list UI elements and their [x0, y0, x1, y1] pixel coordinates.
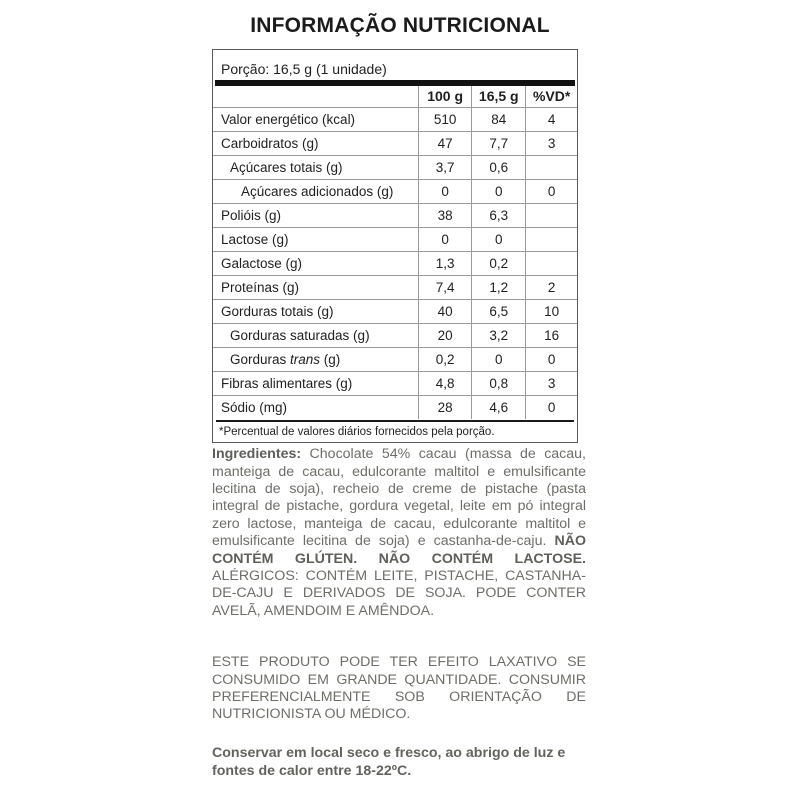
header-vd: %VD*	[526, 86, 577, 108]
value-per-portion: 6,3	[472, 204, 526, 228]
header-per-portion: 16,5 g	[472, 86, 526, 108]
value-percent-vd: 0	[526, 396, 577, 420]
table-row	[213, 180, 577, 204]
value-per-100g: 38	[419, 204, 472, 228]
value-per-100g: 47	[419, 132, 472, 156]
nutrient-name-italic: trans	[290, 351, 321, 367]
value-per-portion: 0,2	[472, 252, 526, 276]
table-row	[213, 396, 577, 420]
nutrition-table-body	[213, 50, 577, 442]
value-per-100g: 40	[419, 300, 472, 324]
value-per-portion: 0,8	[472, 372, 526, 396]
portion-row	[213, 50, 577, 80]
value-per-portion: 0,6	[472, 156, 526, 180]
value-per-portion: 0	[472, 228, 526, 252]
nutrient-name: Proteínas (g)	[213, 276, 419, 300]
portion-text: Porção: 16,5 g (1 unidade)	[221, 61, 387, 77]
table-row	[213, 300, 577, 324]
nutrient-name: Valor energético (kcal)	[213, 108, 419, 132]
table-row	[213, 132, 577, 156]
storage-instructions: Conservar em local seco e fresco, ao abrigo de luz e fontes de calor entre 18-22ºC.	[212, 745, 566, 779]
laxative-warning-paragraph: ESTE PRODUTO PODE TER EFEITO LAXATIVO SE CONSUMIDO EM GRANDE QUANTIDADE. CONSUMIR PREFERENCIALMENTE SOB ORIENTAÇÃO DE NUTRICIONISTA OU MÉDICO.	[212, 654, 586, 723]
value-per-100g: 0,2	[419, 348, 472, 372]
nutrient-name: Gorduras trans (g)	[213, 348, 419, 372]
value-per-100g: 1,3	[419, 252, 472, 276]
table-row	[213, 372, 577, 396]
footnote-row	[213, 423, 577, 442]
ingredients-paragraph	[212, 446, 586, 620]
table-row	[213, 276, 577, 300]
table-row	[213, 204, 577, 228]
value-percent-vd: 3	[526, 372, 577, 396]
table-row	[213, 252, 577, 276]
nutrient-name: Gorduras saturadas (g)	[213, 324, 419, 348]
nutrition-table	[213, 50, 577, 442]
value-percent-vd: 10	[526, 300, 577, 324]
value-per-portion: 4,6	[472, 396, 526, 420]
table-header-row	[213, 86, 577, 108]
value-per-portion: 3,2	[472, 324, 526, 348]
nutrient-name: Açúcares totais (g)	[213, 156, 419, 180]
value-per-portion: 6,5	[472, 300, 526, 324]
nutrient-name: Gorduras totais (g)	[213, 300, 419, 324]
value-per-100g: 0	[419, 180, 472, 204]
value-per-100g: 28	[419, 396, 472, 420]
value-percent-vd: 3	[526, 132, 577, 156]
header-nutrient	[213, 86, 419, 108]
value-percent-vd	[526, 204, 577, 228]
nutrient-name: Fibras alimentares (g)	[213, 372, 419, 396]
value-percent-vd	[526, 228, 577, 252]
value-percent-vd	[526, 252, 577, 276]
allergen-text: ALÉRGICOS: CONTÉM LEITE, PISTACHE, CASTANHA-DE-CAJU E DERIVADOS DE SOJA. PODE CONTER AVELÃ, AMENDOIM E AMÊNDOA.	[212, 568, 586, 619]
value-percent-vd: 0	[526, 180, 577, 204]
value-per-100g: 4,8	[419, 372, 472, 396]
value-percent-vd: 2	[526, 276, 577, 300]
ingredients-label: Ingredientes:	[212, 446, 302, 463]
value-per-portion: 7,7	[472, 132, 526, 156]
value-percent-vd: 4	[526, 108, 577, 132]
nutrient-name: Galactose (g)	[213, 252, 419, 276]
value-per-portion: 1,2	[472, 276, 526, 300]
value-per-100g: 20	[419, 324, 472, 348]
value-percent-vd	[526, 156, 577, 180]
table-row	[213, 228, 577, 252]
value-percent-vd: 0	[526, 348, 577, 372]
value-percent-vd: 16	[526, 324, 577, 348]
table-row	[213, 348, 577, 372]
footnote-text: *Percentual de valores diários fornecidos pela porção.	[219, 426, 495, 438]
value-per-portion: 0	[472, 180, 526, 204]
nutrient-name: Sódio (mg)	[221, 399, 288, 415]
value-per-100g: 0	[419, 228, 472, 252]
table-row	[213, 324, 577, 348]
value-per-portion: 84	[472, 108, 526, 132]
value-per-100g: 3,7	[419, 156, 472, 180]
table-row	[213, 108, 577, 132]
value-per-portion: 0	[472, 348, 526, 372]
free-from-claims: NÃO CONTÉM GLÚTEN. NÃO CONTÉM LACTOSE.	[212, 533, 586, 567]
value-per-100g: 7,4	[419, 276, 472, 300]
footnote-divider	[216, 420, 574, 422]
table-row	[213, 156, 577, 180]
nutrient-name: Açúcares adicionados (g)	[213, 180, 419, 204]
ingredients-text: Chocolate 54% cacau (massa de cacau, manteiga de cacau, edulcorante maltitol e emulsificante lecitina de soja), recheio de creme de pistache (pasta integral de pistache, gordura vegetal, leite em pó integral zero lactose, manteiga de cacau, edulcorante maltitol e emulsificante lecitina de soja) e castanha-de-caju.	[212, 446, 586, 550]
nutrient-name: Polióis (g)	[213, 204, 419, 228]
nutrition-facts-table	[212, 49, 578, 443]
nutrient-name: Carboidratos (g)	[213, 132, 419, 156]
value-per-100g: 510	[419, 108, 472, 132]
header-per-100g: 100 g	[419, 86, 472, 108]
nutrient-name: Lactose (g)	[213, 228, 419, 252]
page-title: INFORMAÇÃO NUTRICIONAL	[250, 14, 550, 37]
